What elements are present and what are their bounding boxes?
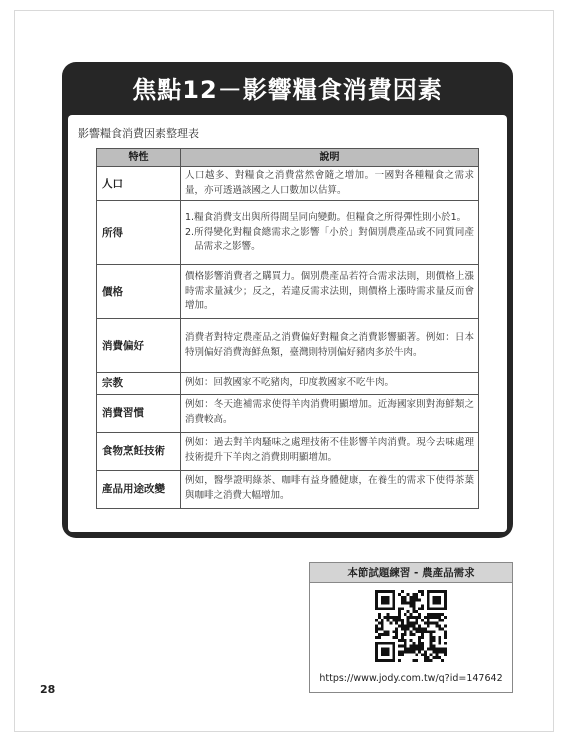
- focus-body: [68, 115, 507, 532]
- description-cell: 價格影響消費者之購買力。個別農產品若符合需求法則，則價格上漲時需求量減少；反之，若違反需求法則，則價格上漲時需求量反而會增加。: [181, 265, 479, 319]
- list-item: [185, 211, 474, 226]
- description-cell: 例如：冬天進補需求使得羊肉消費明顯增加。近海國家則對海鮮類之消費較高。: [181, 394, 479, 432]
- list-item-text: 所得變化對糧食總需求之影響「小於」對個別農產品或不同質同產品需求之影響。: [194, 226, 474, 253]
- factor-cell: 宗教: [97, 373, 181, 394]
- factor-cell: 產品用途改變: [97, 470, 181, 508]
- qr-code-icon[interactable]: [375, 590, 447, 662]
- list-item: [185, 226, 474, 255]
- table-row: [97, 319, 479, 373]
- factor-cell: 消費習慣: [97, 394, 181, 432]
- factors-table: [96, 148, 479, 509]
- table-row: [97, 167, 479, 201]
- factor-cell: 價格: [97, 265, 181, 319]
- list-item-number: 1.: [185, 211, 195, 223]
- table-row: [97, 470, 479, 508]
- list-item-text: 糧食消費支出與所得間呈同向變動。但糧食之所得彈性則小於1。: [194, 211, 467, 223]
- factor-cell: 食物烹飪技術: [97, 432, 181, 470]
- description-cell: 例如：過去對羊肉騷味之處理技術不佳影響羊肉消費。現今去味處理技術提升下羊肉之消費則明顯增加。: [181, 432, 479, 470]
- table-row: [97, 432, 479, 470]
- table-caption: 影響糧食消費因素整理表: [78, 127, 199, 140]
- table-row: [97, 265, 479, 319]
- header-factor: 特性: [97, 149, 181, 167]
- table-row: [97, 394, 479, 432]
- description-cell: 例如，醫學證明綠茶、咖啡有益身體健康，在養生的需求下使得茶葉與咖啡之消費大幅增加。: [181, 470, 479, 508]
- practice-url[interactable]: https://www.jody.com.tw/q?id=147642: [319, 673, 503, 684]
- description-cell: 例如：回教國家不吃豬肉，印度教國家不吃牛肉。: [181, 373, 479, 394]
- page-number: 28: [40, 683, 56, 696]
- factor-cell: 人口: [97, 167, 181, 201]
- focus-title: 焦點12－影響糧食消費因素: [132, 75, 443, 104]
- list-item-number: 2.: [185, 226, 195, 238]
- factor-cell: 所得: [97, 201, 181, 265]
- description-cell: 消費者對特定農產品之消費偏好對糧食之消費影響顯著。例如：日本特別偏好消費海鮮魚類，臺灣則特別偏好豬肉多於牛肉。: [181, 319, 479, 373]
- focus-card: [62, 62, 513, 538]
- header-description: 說明: [181, 149, 479, 167]
- practice-title: 本節試題練習 - 農產品需求: [310, 563, 512, 583]
- table-row: [97, 201, 479, 265]
- description-cell: [181, 201, 479, 265]
- table-header-row: [97, 149, 479, 167]
- factor-cell: 消費偏好: [97, 319, 181, 373]
- description-cell: 人口越多、對糧食之消費當然會隨之增加。一國對各種糧食之需求量，亦可透過該國之人口數加以估算。: [181, 167, 479, 201]
- practice-box: [309, 562, 513, 693]
- table-row: [97, 373, 479, 394]
